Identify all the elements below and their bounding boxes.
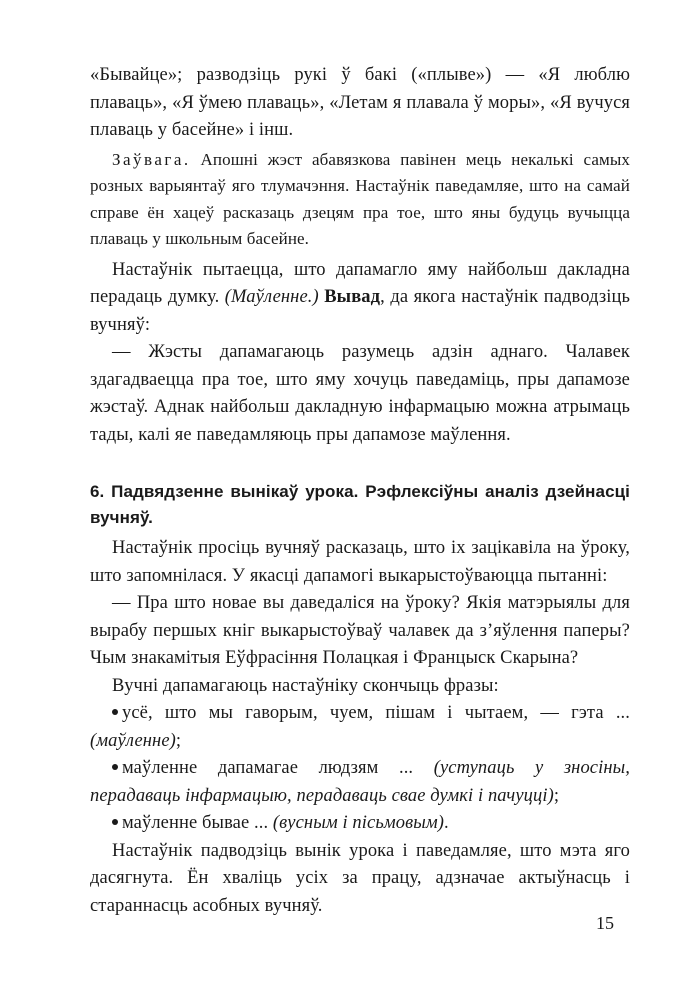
note-paragraph <box>90 147 630 253</box>
bullet-3-end: . <box>444 813 449 833</box>
bullet-item-3 <box>90 810 630 838</box>
bullet-icon <box>112 764 118 770</box>
note-text: Апошні жэст абавязкова павінен мець некалькі самых розных варыянтаў яго тлумачэння. Настаўнік паведамляе, што на самай справе ён хацеў расказаць дзецям пра тое, што яны будуць вучыцца плаваць у школьным басейне. <box>90 149 630 248</box>
page-content <box>90 62 630 942</box>
bullet-icon <box>112 709 118 715</box>
paragraph-3-bold: Вывад <box>318 287 381 307</box>
paragraph-4: — Жэсты дапамагаюць разумець адзін аднаго. Чалавек здагадваецца пра тое, што яму хочуць паведаміць, пры дапамозе жэстаў. Аднак найбольш дакладную інфармацыю можна атрымаць тады, калі яе паведамляюць пры дапамозе маўлення. <box>90 342 630 445</box>
bullet-2-italic: (уступаць у зносіны, перадаваць інфармацыю, перадаваць свае думкі і пачуцці) <box>90 758 630 806</box>
paragraph-3 <box>90 257 630 340</box>
paragraph-8: Настаўнік падводзіць вынік урока і паведамляе, што мэта яго дасягнута. Ён хваліць усіх за працу, адзначае актыўнасць і стараннасць асобных вучняў. <box>90 840 630 916</box>
paragraph-3-text: Настаўнік пытаецца, што дапамагло яму найбольш дакладна перадаць думку. <box>90 259 630 307</box>
page-number: 15 <box>596 913 614 933</box>
paragraph-5: Настаўнік просіць вучняў расказаць, што іх зацікавіла на ўроку, што запомнілася. У якасці дапамогі выкарыстоўваюцца пытанні: <box>90 538 630 586</box>
paragraph-7: Вучні дапамагаюць настаўніку скончыць фразы: <box>112 675 499 696</box>
note-label: Заўвага. <box>112 149 191 169</box>
bullet-1-text: усё, што мы гаворым, чуем, пішам і чытаем, — гэта ... <box>122 703 630 723</box>
bullet-item-2 <box>90 755 630 810</box>
bullet-item-1 <box>90 700 630 755</box>
bullet-1-italic: (маўленне) <box>90 730 176 751</box>
bullet-3-text: маўленне бывае ... <box>122 813 273 833</box>
paragraph-6: — Пра што новае вы даведаліся на ўроку? Якія матэрыялы для вырабу першых кніг выкарыстоўваў чалавек да з’яўлення паперы? Чым знакамітыя Еўфрасіння Полацкая і Францыск Скарына? <box>90 593 630 668</box>
paragraph-3-end: , да якога настаўнік падводзіць вучняў: <box>90 287 631 335</box>
paragraph-3-italic: (Маўленне.) <box>224 287 319 307</box>
bullet-3-italic: (вусным і пісьмовым) <box>272 813 445 833</box>
bullet-2-end: ; <box>553 785 560 806</box>
paragraph-1: «Бывайце»; разводзіць рукі ў бакі («плыве») — «Я люблю плаваць», «Я ўмею плаваць», «Летам я плавала ў моры», «Я вучуся плаваць у басейне» і інш. <box>90 65 630 140</box>
bullet-2-text: маўленне дапамагае людзям ... <box>122 758 434 778</box>
bullet-1-end: ; <box>175 730 182 751</box>
bullet-icon <box>112 819 118 825</box>
section-heading: 6. Падвядзенне вынікаў урока. Рэфлексіўны аналіз дзейнасці вучняў. <box>90 482 630 527</box>
